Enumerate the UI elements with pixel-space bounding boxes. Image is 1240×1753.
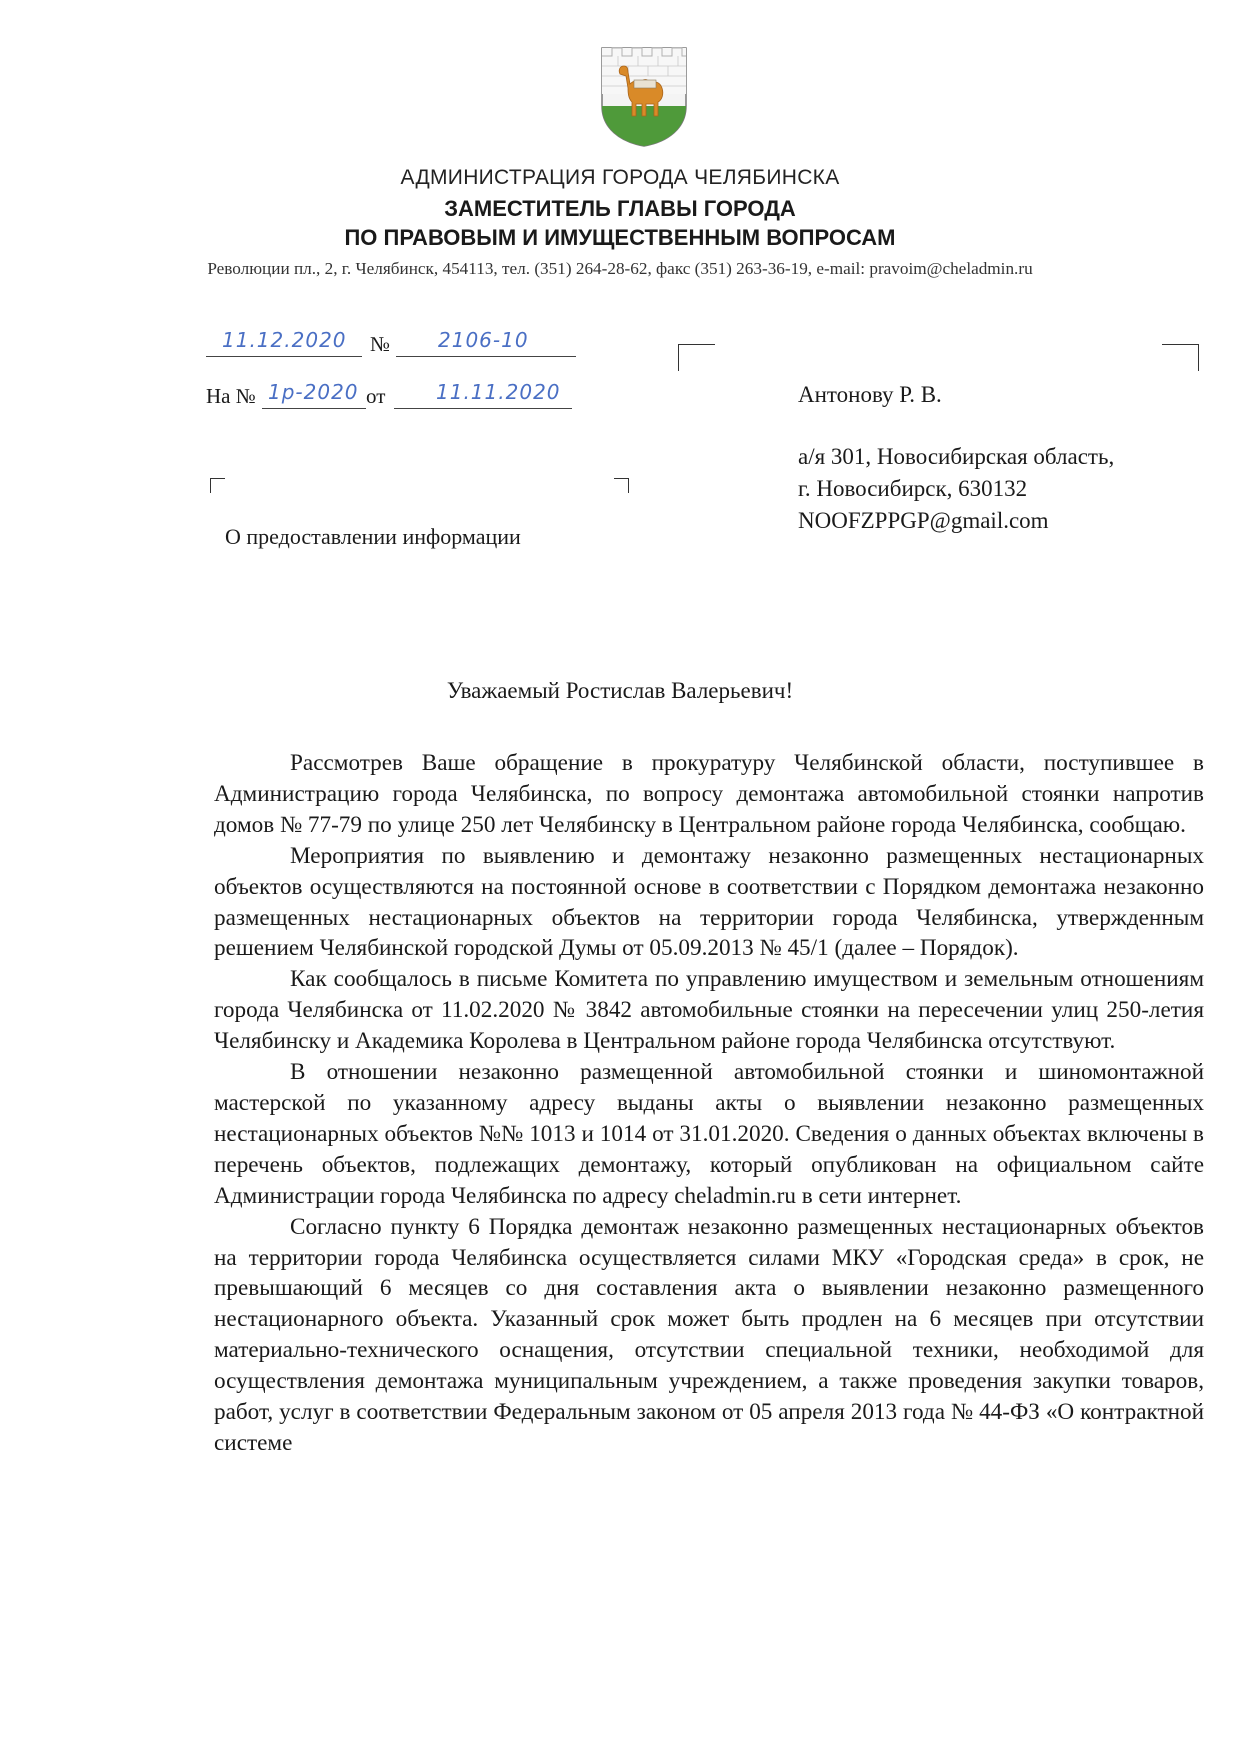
body-paragraph: Согласно пункту 6 Порядка демонтаж незаконно размещенных нестационарных объектов на территории города Челябинска осуществляется силами МКУ «Городская среда» в срок, не превышающий 6 месяцев со дня составления акта о выявлении незаконно размещенного нестационарного объекта. Указанный срок может быть продлен на 6 месяцев при отсутствии материально-технического оснащения, отсутствии специальной техники, необходимой для осуществления демонтажа муниципальным учреждением, а также проведения закупки товаров, работ, услуг в соответствии Федеральным законом от 05 апреля 2013 года № 44-ФЗ «О контрактной системе	[214, 1213, 1204, 1456]
body-paragraph: Как сообщалось в письме Комитета по управлению имуществом и земельным отношениям города Челябинска от 11.02.2020 № 3842 автомобильные стоянки на пересечении улиц 250-летия Челябинску и Академика Королева в Центральном районе города Челябинска отсутствуют.	[214, 966, 1204, 1055]
outgoing-number: 2106-10	[438, 328, 529, 352]
reply-number: 1р-2020	[268, 380, 359, 404]
recipient-corner-left	[678, 344, 715, 371]
body-paragraph: В отношении незаконно размещенной автомобильной стоянки и шиномонтажной мастерской по указанному адресу выданы акты о выявлении незаконно размещенных нестационарных объектов №№ 1013 и 1014 от 31.01.2020. Сведения о данных объектах включены в перечень объектов, подлежащих демонтажу, который опубликован на официальном сайте Администрации города Челябинска по адресу cheladmin.ru в сети интернет.	[214, 1059, 1204, 1209]
recipient-email: NOOFZPPGP@gmail.com	[798, 508, 1049, 533]
reply-date: 11.11.2020	[436, 380, 561, 404]
letter-body	[214, 748, 1204, 1459]
letter-subject: О предоставлении информации	[225, 524, 521, 549]
reply-label: На №	[206, 384, 256, 408]
reply-from-label: от	[366, 384, 386, 408]
recipient-address-line1: а/я 301, Новосибирская область,	[798, 444, 1115, 469]
organization-name: АДМИНИСТРАЦИЯ ГОРОДА ЧЕЛЯБИНСКА	[400, 166, 840, 189]
body-paragraph: Рассмотрев Ваше обращение в прокуратуру Челябинской области, поступившее в Администрацию города Челябинска, по вопросу демонтажа автомобильной стоянки напротив домов № 77-79 по улице 250 лет Челябинску в Центральном районе города Челябинска, сообщаю.	[214, 750, 1204, 838]
greeting: Уважаемый Ростислав Валерьевич!	[446, 678, 794, 703]
recipient-address-line2: г. Новосибирск, 630132	[798, 476, 1028, 501]
coat-of-arms-logo	[598, 44, 690, 148]
contacts-line: Революции пл., 2, г. Челябинск, 454113, тел. (351) 264-28-62, факс (351) 263-36-19, e-mail: pravoim@cheladmin.ru	[207, 259, 1033, 278]
outgoing-date: 11.12.2020	[222, 328, 347, 352]
body-paragraph: Мероприятия по выявлению и демонтажу незаконно размещенных нестационарных объектов осуществляются на постоянной основе в соответствии с Порядком демонтажа незаконно размещенных нестационарных объектов на территории города Челябинска, утвержденным решением Челябинской городской Думы от 05.09.2013 № 45/1 (далее – Порядок).	[214, 842, 1204, 962]
recipient-corner-right	[1162, 344, 1199, 371]
department-title-line2: ПО ПРАВОВЫМ И ИМУЩЕСТВЕННЫМ ВОПРОСАМ	[344, 225, 896, 250]
department-title-line1: ЗАМЕСТИТЕЛЬ ГЛАВЫ ГОРОДА	[444, 196, 796, 221]
subject-corner-left	[210, 478, 225, 493]
recipient-name: Антонову Р. В.	[798, 382, 942, 407]
number-label: №	[370, 332, 391, 356]
subject-corner-right	[614, 478, 629, 493]
